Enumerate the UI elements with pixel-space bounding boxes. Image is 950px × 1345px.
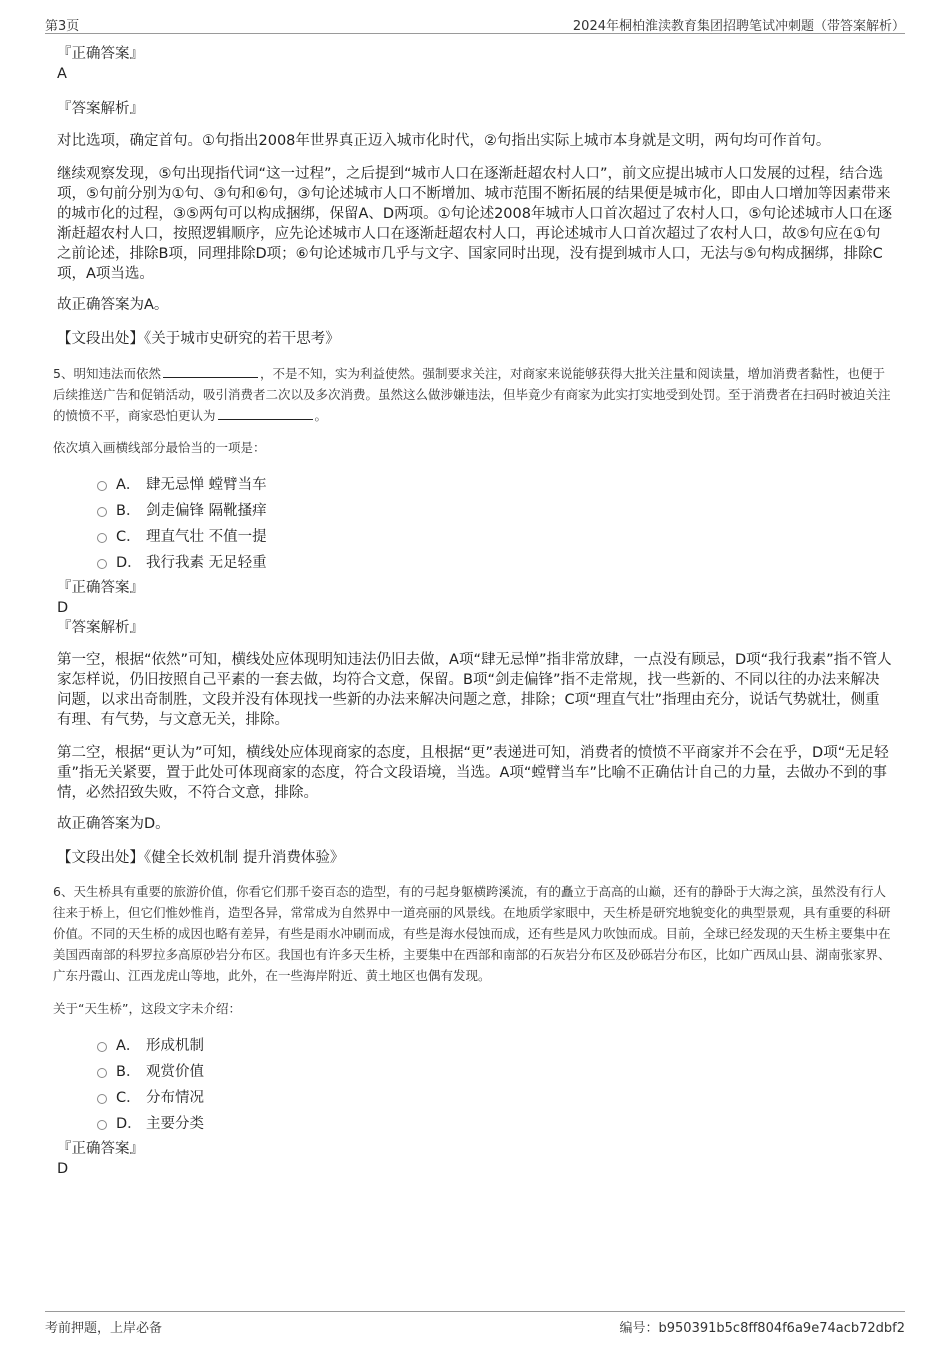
option-text: 我行我素 无足轻重: [146, 554, 267, 571]
answer-label: 『正确答案』: [57, 1141, 144, 1157]
conclusion: 故正确答案为D。: [57, 816, 170, 832]
option-d[interactable]: [97, 548, 893, 574]
option-text: 形成机制: [146, 1037, 204, 1054]
stem-text: 5、明知违法而依然: [53, 366, 161, 381]
option-b[interactable]: [97, 1057, 893, 1083]
option-letter: A．: [116, 476, 141, 493]
option-letter: C．: [116, 1089, 141, 1106]
source-citation: 【文段出处】《关于城市史研究的若干思考》: [57, 331, 340, 347]
option-letter: D．: [116, 1115, 142, 1132]
question-prompt: 依次填入画横线部分最恰当的一项是：: [53, 440, 266, 455]
option-c[interactable]: [97, 522, 893, 548]
question-stem: 6、天生桥具有重要的旅游价值，你看它们那千姿百态的造型，有的弓起身躯横跨溪流，有的矗立于高高的山巅，还有的静卧于大海之滨，虽然没有行人往来于桥上，但它们惟妙惟肖，造型各异，常常成为自然界中一道亮丽的风景线。在地质学家眼中，天生桥是研究地貌变化的典型景观，具有重要的科研价值。不同的天生桥的成因也略有差异，有些是雨水冲刷而成，有些是海水侵蚀而成，还有些是风力吹蚀而成。目前，全球已经发现的天生桥主要集中在美国西南部的科罗拉多高原砂岩分布区。我国也有许多天生桥，主要集中在西部和南部的石灰岩分布区及砂砾岩分布区，比如广西凤山县、湖南张家界、广东丹霞山、江西龙虎山等地，此外，在一些海岸附近、黄土地区也偶有发现。: [53, 884, 891, 983]
page-footer: [45, 1311, 905, 1337]
answer-label: 『正确答案』: [57, 46, 144, 62]
conclusion: 故正确答案为A。: [57, 297, 169, 313]
stem-text: 。: [314, 408, 328, 423]
option-text: 肆无忌惮 螳臂当车: [146, 476, 267, 493]
footer-slogan: 考前押题，上岸必备: [45, 1321, 163, 1336]
analysis-label: 『答案解析』: [57, 620, 144, 636]
analysis-paragraph: 第一空，根据“依然”可知，横线处应体现明知违法仍旧去做，A项“肆无忌惮”指非常放肆，一点没有顾忌，D项“我行我素”指不管人家怎样说，仍旧按照自己平素的一套去做，均符合文意，保留。B项“剑走偏锋”指不走常规，找一些新的、不同以往的办法来解决问题，以求出奇制胜，文段并没有体现找一些新的办法来解决问题之意，排除；C项“理直气壮”指理由充分，说话气势就壮，侧重有理、有气势，与文意无关，排除。: [57, 652, 892, 728]
document-title: 2024年桐柏淮渎教育集团招聘笔试冲刺题（带答案解析）: [572, 19, 905, 34]
fill-blank: [218, 408, 313, 420]
analysis-label: 『答案解析』: [57, 101, 144, 117]
radio-icon[interactable]: [97, 533, 107, 543]
option-text: 分布情况: [146, 1089, 204, 1106]
radio-icon[interactable]: [97, 1068, 107, 1078]
page-number: 第3页: [45, 19, 80, 34]
option-text: 剑走偏锋 隔靴搔痒: [146, 502, 267, 519]
analysis-paragraph: 第二空，根据“更认为”可知，横线处应体现商家的态度，且根据“更”表递进可知，消费者的愤愤不平商家并不会在乎，D项“无足轻重”指无关紧要，置于此处可体现商家的态度，符合文段语境，当选。A项“螳臂当车”比喻不正确估计自己的力量，去做办不到的事情，必然招致失败，不符合文意，排除。: [57, 745, 889, 801]
correct-answer: A: [57, 66, 67, 82]
correct-answer: D: [57, 600, 69, 616]
radio-icon[interactable]: [97, 1094, 107, 1104]
option-letter: C．: [116, 528, 141, 545]
option-letter: B．: [116, 1063, 141, 1080]
question-prompt: 关于“天生桥”，这段文字未介绍：: [53, 1001, 241, 1016]
stem-text: ，不是不知，实为利益使然。强制要求关注，对商家来说能够获得大批关注量和阅读量，增加消费者黏性，也便于后续推送广告和促销活动，吸引消费者二次以及多次消费。虽然这么做涉嫌违法，但毕竟少有商家为此实打实地受到处罚。至于消费者在扫码时被迫关注的愤愤不平，商家恐怕更认为: [53, 366, 891, 423]
analysis-paragraph: 继续观察发现，⑤句出现指代词“这一过程”，之后提到“城市人口在逐渐赶超农村人口”，前文应提出城市人口发展的过程，结合选项，⑤句前分别为①句、③句和⑥句，③句论述城市人口不断增加、城市范围不断拓展的结果便是城市化，即由人口增加等因素带来的城市化的过程，③⑤两句可以构成捆绑，保留A、D两项。①句论述2008年城市人口首次超过了农村人口，⑤句论述城市人口在逐渐赶超农村人口，按照逻辑顺序，应先论述城市人口在逐渐赶超农村人口，再论述城市人口首次超过了农村人口，故⑤句应在①句之前论述，排除B项，同理排除D项；⑥句论述城市几乎与文字、国家同时出现，没有提到城市人口，无法与⑤句构成捆绑，排除C项，A项当选。: [57, 166, 892, 282]
page-header: [45, 8, 905, 34]
option-text: 主要分类: [146, 1115, 204, 1132]
question-stem: [53, 363, 893, 426]
radio-icon[interactable]: [97, 1120, 107, 1130]
option-d[interactable]: [97, 1109, 893, 1135]
option-list: [97, 470, 893, 574]
analysis-paragraph: 对比选项，确定首句。①句指出2008年世界真正迈入城市化时代，②句指出实际上城市本身就是文明，两句均可作首句。: [57, 133, 831, 149]
answer-label: 『正确答案』: [57, 580, 144, 596]
option-b[interactable]: [97, 496, 893, 522]
option-a[interactable]: [97, 470, 893, 496]
option-list: [97, 1031, 893, 1135]
option-text: 理直气壮 不值一提: [146, 528, 267, 545]
radio-icon[interactable]: [97, 559, 107, 569]
source-citation: 【文段出处】《健全长效机制 提升消费体验》: [57, 850, 345, 866]
page-content: [53, 44, 893, 1179]
document-code: 编号：b950391b5c8ff804f6a9e74acb72dbf2: [619, 1321, 905, 1336]
correct-answer: D: [57, 1161, 69, 1177]
radio-icon[interactable]: [97, 507, 107, 517]
option-letter: A．: [116, 1037, 141, 1054]
radio-icon[interactable]: [97, 1042, 107, 1052]
option-letter: B．: [116, 502, 141, 519]
option-a[interactable]: [97, 1031, 893, 1057]
radio-icon[interactable]: [97, 481, 107, 491]
option-letter: D．: [116, 554, 142, 571]
option-text: 观赏价值: [146, 1063, 204, 1080]
fill-blank: [163, 366, 258, 378]
option-c[interactable]: [97, 1083, 893, 1109]
